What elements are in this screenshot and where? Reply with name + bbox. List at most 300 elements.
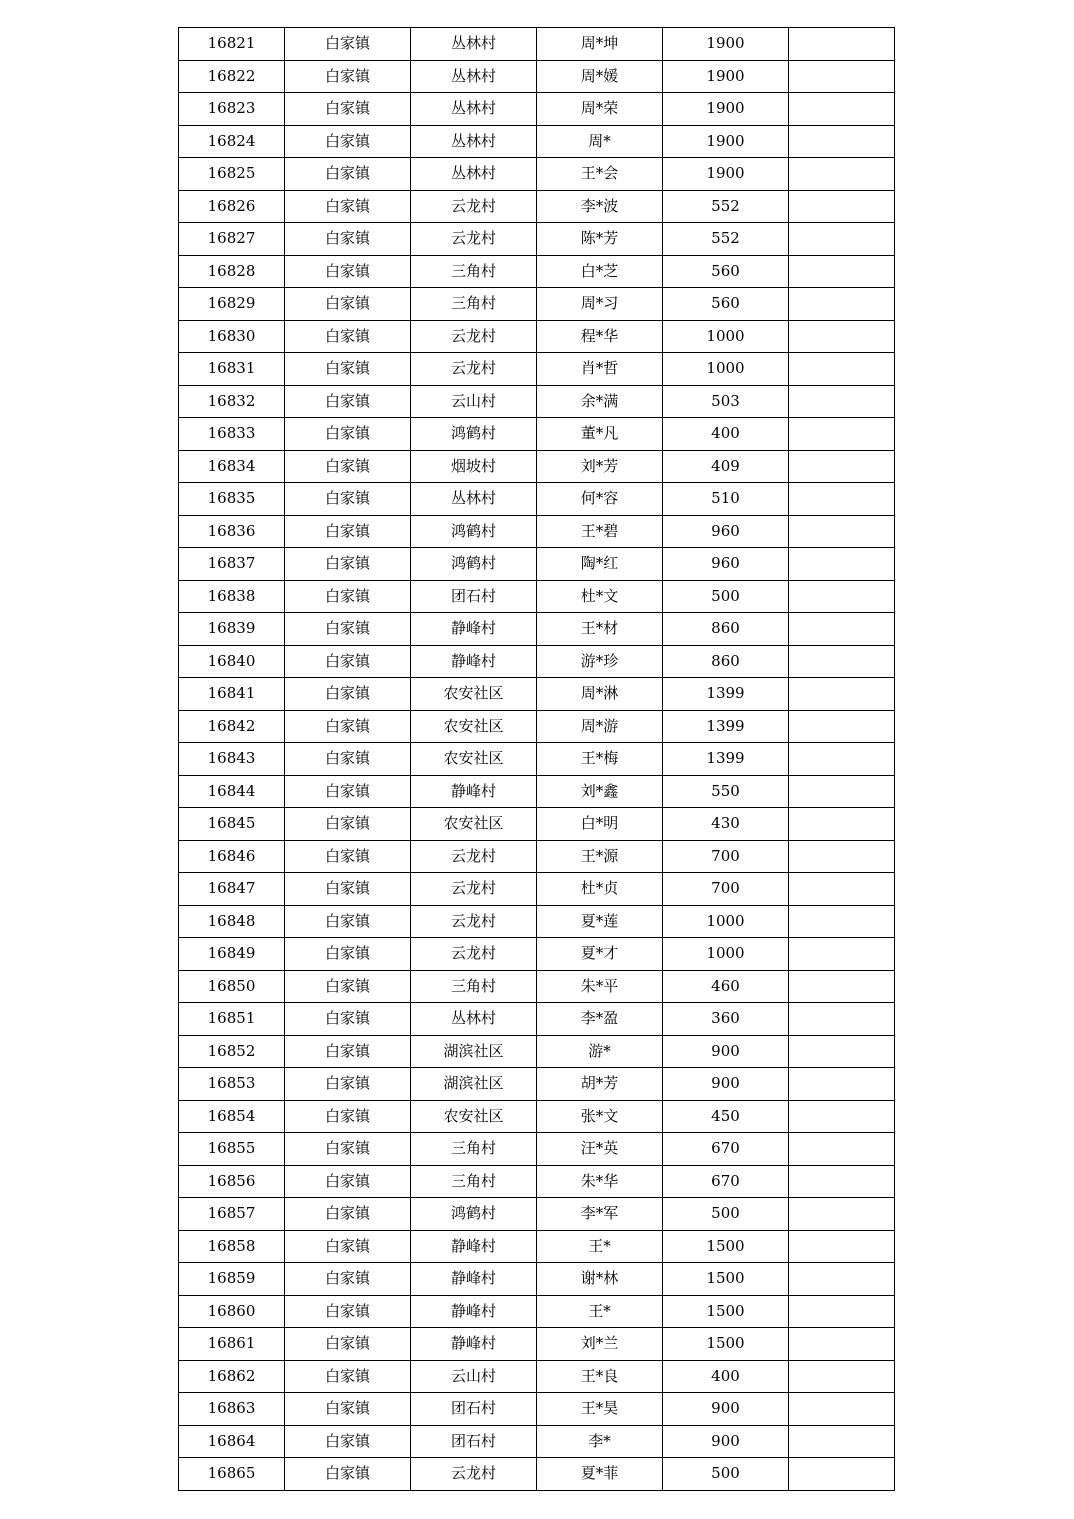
cell-village: 静峰村: [411, 1230, 537, 1263]
cell-id: 16831: [179, 353, 285, 386]
cell-name: 杜*文: [537, 580, 663, 613]
cell-name: 张*文: [537, 1100, 663, 1133]
cell-village: 静峰村: [411, 1328, 537, 1361]
cell-village: 鸿鹤村: [411, 515, 537, 548]
cell-amount: 1500: [663, 1263, 789, 1296]
cell-id: 16823: [179, 93, 285, 126]
table-row: [179, 548, 895, 581]
cell-village: 团石村: [411, 580, 537, 613]
cell-amount: 400: [663, 1360, 789, 1393]
cell-town: 白家镇: [285, 450, 411, 483]
cell-amount: 1900: [663, 60, 789, 93]
cell-note: [789, 970, 895, 1003]
cell-id: 16827: [179, 223, 285, 256]
cell-village: 云龙村: [411, 905, 537, 938]
table-row: [179, 1295, 895, 1328]
cell-town: 白家镇: [285, 743, 411, 776]
table-row: [179, 775, 895, 808]
cell-village: 静峰村: [411, 613, 537, 646]
cell-note: [789, 775, 895, 808]
table-row: [179, 613, 895, 646]
cell-note: [789, 125, 895, 158]
cell-id: 16858: [179, 1230, 285, 1263]
table-row: [179, 580, 895, 613]
cell-amount: 500: [663, 1198, 789, 1231]
table-row: [179, 1165, 895, 1198]
cell-id: 16840: [179, 645, 285, 678]
cell-town: 白家镇: [285, 1425, 411, 1458]
cell-town: 白家镇: [285, 613, 411, 646]
cell-village: 丛林村: [411, 158, 537, 191]
table-row: [179, 970, 895, 1003]
cell-town: 白家镇: [285, 1263, 411, 1296]
cell-id: 16825: [179, 158, 285, 191]
table-row: [179, 873, 895, 906]
cell-id: 16862: [179, 1360, 285, 1393]
cell-amount: 900: [663, 1035, 789, 1068]
table-row: [179, 808, 895, 841]
cell-name: 游*珍: [537, 645, 663, 678]
cell-amount: 960: [663, 515, 789, 548]
cell-id: 16833: [179, 418, 285, 451]
cell-village: 湖滨社区: [411, 1068, 537, 1101]
table-row: [179, 938, 895, 971]
cell-name: 王*昊: [537, 1393, 663, 1426]
cell-id: 16850: [179, 970, 285, 1003]
cell-note: [789, 60, 895, 93]
cell-note: [789, 808, 895, 841]
cell-name: 陶*红: [537, 548, 663, 581]
cell-town: 白家镇: [285, 775, 411, 808]
cell-name: 朱*平: [537, 970, 663, 1003]
table-row: [179, 743, 895, 776]
cell-town: 白家镇: [285, 1003, 411, 1036]
cell-amount: 700: [663, 873, 789, 906]
cell-id: 16856: [179, 1165, 285, 1198]
cell-town: 白家镇: [285, 548, 411, 581]
cell-name: 杜*贞: [537, 873, 663, 906]
cell-amount: 1500: [663, 1295, 789, 1328]
cell-amount: 409: [663, 450, 789, 483]
cell-amount: 560: [663, 255, 789, 288]
cell-village: 丛林村: [411, 93, 537, 126]
cell-note: [789, 938, 895, 971]
cell-amount: 1000: [663, 353, 789, 386]
cell-amount: 1500: [663, 1328, 789, 1361]
table-row: [179, 1458, 895, 1491]
cell-name: 陈*芳: [537, 223, 663, 256]
cell-id: 16829: [179, 288, 285, 321]
cell-amount: 1900: [663, 93, 789, 126]
cell-amount: 1000: [663, 320, 789, 353]
cell-village: 三角村: [411, 970, 537, 1003]
table-row: [179, 1100, 895, 1133]
cell-name: 夏*莲: [537, 905, 663, 938]
cell-village: 丛林村: [411, 60, 537, 93]
cell-town: 白家镇: [285, 678, 411, 711]
cell-note: [789, 1393, 895, 1426]
cell-note: [789, 483, 895, 516]
cell-amount: 860: [663, 645, 789, 678]
cell-amount: 460: [663, 970, 789, 1003]
cell-id: 16837: [179, 548, 285, 581]
cell-town: 白家镇: [285, 1100, 411, 1133]
table-row: [179, 1068, 895, 1101]
table-row: [179, 1393, 895, 1426]
cell-id: 16821: [179, 28, 285, 61]
cell-amount: 550: [663, 775, 789, 808]
cell-town: 白家镇: [285, 1230, 411, 1263]
cell-amount: 1900: [663, 28, 789, 61]
cell-village: 三角村: [411, 1165, 537, 1198]
cell-name: 王*会: [537, 158, 663, 191]
cell-village: 团石村: [411, 1425, 537, 1458]
cell-note: [789, 905, 895, 938]
cell-village: 云龙村: [411, 353, 537, 386]
table-row: [179, 1328, 895, 1361]
table-row: [179, 320, 895, 353]
table-row: [179, 125, 895, 158]
table-row: [179, 1198, 895, 1231]
table-row: [179, 905, 895, 938]
cell-village: 三角村: [411, 255, 537, 288]
cell-name: 周*坤: [537, 28, 663, 61]
cell-village: 云山村: [411, 385, 537, 418]
table-row: [179, 483, 895, 516]
cell-note: [789, 28, 895, 61]
cell-amount: 670: [663, 1165, 789, 1198]
cell-town: 白家镇: [285, 1328, 411, 1361]
cell-id: 16830: [179, 320, 285, 353]
cell-id: 16834: [179, 450, 285, 483]
cell-id: 16857: [179, 1198, 285, 1231]
cell-town: 白家镇: [285, 808, 411, 841]
cell-amount: 510: [663, 483, 789, 516]
table-row: [179, 223, 895, 256]
cell-id: 16835: [179, 483, 285, 516]
cell-name: 李*盈: [537, 1003, 663, 1036]
table-row: [179, 353, 895, 386]
cell-id: 16842: [179, 710, 285, 743]
cell-id: 16864: [179, 1425, 285, 1458]
cell-name: 周*淋: [537, 678, 663, 711]
cell-name: 谢*林: [537, 1263, 663, 1296]
cell-note: [789, 840, 895, 873]
cell-town: 白家镇: [285, 1393, 411, 1426]
cell-town: 白家镇: [285, 710, 411, 743]
cell-id: 16865: [179, 1458, 285, 1491]
table-row: [179, 385, 895, 418]
cell-village: 鸿鹤村: [411, 1198, 537, 1231]
cell-town: 白家镇: [285, 93, 411, 126]
table-row: [179, 645, 895, 678]
cell-amount: 503: [663, 385, 789, 418]
cell-note: [789, 743, 895, 776]
cell-name: 李*军: [537, 1198, 663, 1231]
cell-town: 白家镇: [285, 385, 411, 418]
cell-note: [789, 1230, 895, 1263]
cell-id: 16822: [179, 60, 285, 93]
cell-name: 刘*芳: [537, 450, 663, 483]
cell-name: 游*: [537, 1035, 663, 1068]
cell-amount: 700: [663, 840, 789, 873]
cell-amount: 430: [663, 808, 789, 841]
cell-id: 16854: [179, 1100, 285, 1133]
cell-note: [789, 548, 895, 581]
table-row: [179, 1003, 895, 1036]
cell-town: 白家镇: [285, 255, 411, 288]
cell-note: [789, 1198, 895, 1231]
cell-town: 白家镇: [285, 190, 411, 223]
cell-note: [789, 1328, 895, 1361]
cell-village: 静峰村: [411, 1263, 537, 1296]
table-row: [179, 93, 895, 126]
cell-note: [789, 93, 895, 126]
cell-note: [789, 255, 895, 288]
cell-name: 王*: [537, 1230, 663, 1263]
cell-amount: 1000: [663, 938, 789, 971]
cell-name: 肖*哲: [537, 353, 663, 386]
table-row: [179, 1230, 895, 1263]
cell-name: 何*容: [537, 483, 663, 516]
cell-amount: 1399: [663, 710, 789, 743]
cell-note: [789, 1003, 895, 1036]
cell-name: 王*源: [537, 840, 663, 873]
cell-note: [789, 1068, 895, 1101]
cell-village: 鸿鹤村: [411, 548, 537, 581]
cell-village: 农安社区: [411, 743, 537, 776]
cell-name: 董*凡: [537, 418, 663, 451]
cell-note: [789, 1165, 895, 1198]
table-row: [179, 450, 895, 483]
cell-town: 白家镇: [285, 905, 411, 938]
cell-note: [789, 418, 895, 451]
cell-town: 白家镇: [285, 60, 411, 93]
cell-name: 王*良: [537, 1360, 663, 1393]
cell-id: 16848: [179, 905, 285, 938]
cell-name: 白*明: [537, 808, 663, 841]
cell-note: [789, 1100, 895, 1133]
cell-amount: 860: [663, 613, 789, 646]
cell-village: 静峰村: [411, 775, 537, 808]
cell-note: [789, 353, 895, 386]
cell-note: [789, 1035, 895, 1068]
cell-village: 烟坡村: [411, 450, 537, 483]
cell-village: 云龙村: [411, 840, 537, 873]
cell-town: 白家镇: [285, 1133, 411, 1166]
cell-name: 王*梅: [537, 743, 663, 776]
cell-town: 白家镇: [285, 28, 411, 61]
cell-village: 湖滨社区: [411, 1035, 537, 1068]
cell-name: 王*碧: [537, 515, 663, 548]
cell-town: 白家镇: [285, 645, 411, 678]
cell-note: [789, 515, 895, 548]
table-row: [179, 255, 895, 288]
cell-amount: 450: [663, 1100, 789, 1133]
cell-village: 云龙村: [411, 873, 537, 906]
cell-name: 李*波: [537, 190, 663, 223]
cell-amount: 552: [663, 190, 789, 223]
cell-id: 16851: [179, 1003, 285, 1036]
cell-town: 白家镇: [285, 1165, 411, 1198]
cell-village: 云龙村: [411, 223, 537, 256]
cell-id: 16853: [179, 1068, 285, 1101]
table-row: [179, 840, 895, 873]
cell-name: 刘*兰: [537, 1328, 663, 1361]
table-row: [179, 288, 895, 321]
cell-note: [789, 385, 895, 418]
cell-village: 农安社区: [411, 678, 537, 711]
cell-id: 16860: [179, 1295, 285, 1328]
cell-id: 16839: [179, 613, 285, 646]
cell-town: 白家镇: [285, 1198, 411, 1231]
cell-note: [789, 1295, 895, 1328]
cell-town: 白家镇: [285, 418, 411, 451]
cell-village: 云龙村: [411, 320, 537, 353]
cell-name: 周*荣: [537, 93, 663, 126]
cell-village: 云龙村: [411, 1458, 537, 1491]
table-body: [179, 28, 895, 1491]
cell-note: [789, 190, 895, 223]
cell-town: 白家镇: [285, 223, 411, 256]
cell-note: [789, 1425, 895, 1458]
cell-town: 白家镇: [285, 353, 411, 386]
cell-note: [789, 873, 895, 906]
cell-village: 团石村: [411, 1393, 537, 1426]
table-row: [179, 28, 895, 61]
cell-town: 白家镇: [285, 970, 411, 1003]
cell-note: [789, 645, 895, 678]
cell-name: 程*华: [537, 320, 663, 353]
cell-id: 16855: [179, 1133, 285, 1166]
cell-amount: 500: [663, 1458, 789, 1491]
cell-village: 丛林村: [411, 125, 537, 158]
cell-town: 白家镇: [285, 1035, 411, 1068]
table-row: [179, 418, 895, 451]
cell-amount: 552: [663, 223, 789, 256]
cell-id: 16849: [179, 938, 285, 971]
cell-note: [789, 320, 895, 353]
table-row: [179, 190, 895, 223]
cell-village: 云龙村: [411, 190, 537, 223]
cell-village: 丛林村: [411, 1003, 537, 1036]
table-row: [179, 678, 895, 711]
cell-note: [789, 1263, 895, 1296]
cell-id: 16845: [179, 808, 285, 841]
cell-village: 鸿鹤村: [411, 418, 537, 451]
table-row: [179, 1035, 895, 1068]
cell-note: [789, 1360, 895, 1393]
cell-id: 16828: [179, 255, 285, 288]
cell-name: 周*媛: [537, 60, 663, 93]
cell-name: 余*满: [537, 385, 663, 418]
cell-note: [789, 223, 895, 256]
cell-village: 丛林村: [411, 483, 537, 516]
table-row: [179, 1263, 895, 1296]
cell-town: 白家镇: [285, 840, 411, 873]
cell-town: 白家镇: [285, 125, 411, 158]
cell-id: 16859: [179, 1263, 285, 1296]
table-row: [179, 1133, 895, 1166]
cell-village: 三角村: [411, 1133, 537, 1166]
cell-amount: 1900: [663, 158, 789, 191]
cell-id: 16844: [179, 775, 285, 808]
cell-id: 16838: [179, 580, 285, 613]
cell-note: [789, 580, 895, 613]
cell-village: 三角村: [411, 288, 537, 321]
cell-village: 静峰村: [411, 1295, 537, 1328]
cell-town: 白家镇: [285, 1068, 411, 1101]
cell-town: 白家镇: [285, 515, 411, 548]
cell-amount: 900: [663, 1425, 789, 1458]
table-row: [179, 158, 895, 191]
cell-name: 汪*英: [537, 1133, 663, 1166]
cell-note: [789, 710, 895, 743]
cell-amount: 900: [663, 1068, 789, 1101]
cell-id: 16843: [179, 743, 285, 776]
cell-town: 白家镇: [285, 1295, 411, 1328]
cell-amount: 670: [663, 1133, 789, 1166]
cell-town: 白家镇: [285, 1458, 411, 1491]
cell-name: 朱*华: [537, 1165, 663, 1198]
cell-town: 白家镇: [285, 158, 411, 191]
cell-name: 王*材: [537, 613, 663, 646]
cell-id: 16852: [179, 1035, 285, 1068]
cell-amount: 960: [663, 548, 789, 581]
cell-id: 16836: [179, 515, 285, 548]
cell-town: 白家镇: [285, 1360, 411, 1393]
cell-amount: 1399: [663, 678, 789, 711]
cell-village: 静峰村: [411, 645, 537, 678]
cell-id: 16847: [179, 873, 285, 906]
cell-village: 丛林村: [411, 28, 537, 61]
cell-amount: 400: [663, 418, 789, 451]
cell-name: 周*习: [537, 288, 663, 321]
cell-amount: 1399: [663, 743, 789, 776]
cell-village: 云龙村: [411, 938, 537, 971]
cell-village: 农安社区: [411, 1100, 537, 1133]
cell-amount: 360: [663, 1003, 789, 1036]
cell-note: [789, 613, 895, 646]
cell-name: 周*游: [537, 710, 663, 743]
cell-note: [789, 450, 895, 483]
cell-amount: 1500: [663, 1230, 789, 1263]
cell-name: 夏*菲: [537, 1458, 663, 1491]
cell-town: 白家镇: [285, 320, 411, 353]
cell-note: [789, 678, 895, 711]
cell-amount: 1000: [663, 905, 789, 938]
cell-id: 16861: [179, 1328, 285, 1361]
cell-town: 白家镇: [285, 288, 411, 321]
table-row: [179, 1360, 895, 1393]
cell-name: 胡*芳: [537, 1068, 663, 1101]
cell-note: [789, 158, 895, 191]
cell-amount: 500: [663, 580, 789, 613]
cell-name: 白*芝: [537, 255, 663, 288]
table-row: [179, 1425, 895, 1458]
cell-village: 农安社区: [411, 808, 537, 841]
cell-name: 周*: [537, 125, 663, 158]
cell-amount: 900: [663, 1393, 789, 1426]
cell-note: [789, 1133, 895, 1166]
table-row: [179, 515, 895, 548]
cell-town: 白家镇: [285, 483, 411, 516]
cell-amount: 560: [663, 288, 789, 321]
cell-name: 刘*鑫: [537, 775, 663, 808]
cell-amount: 1900: [663, 125, 789, 158]
cell-id: 16824: [179, 125, 285, 158]
cell-town: 白家镇: [285, 938, 411, 971]
